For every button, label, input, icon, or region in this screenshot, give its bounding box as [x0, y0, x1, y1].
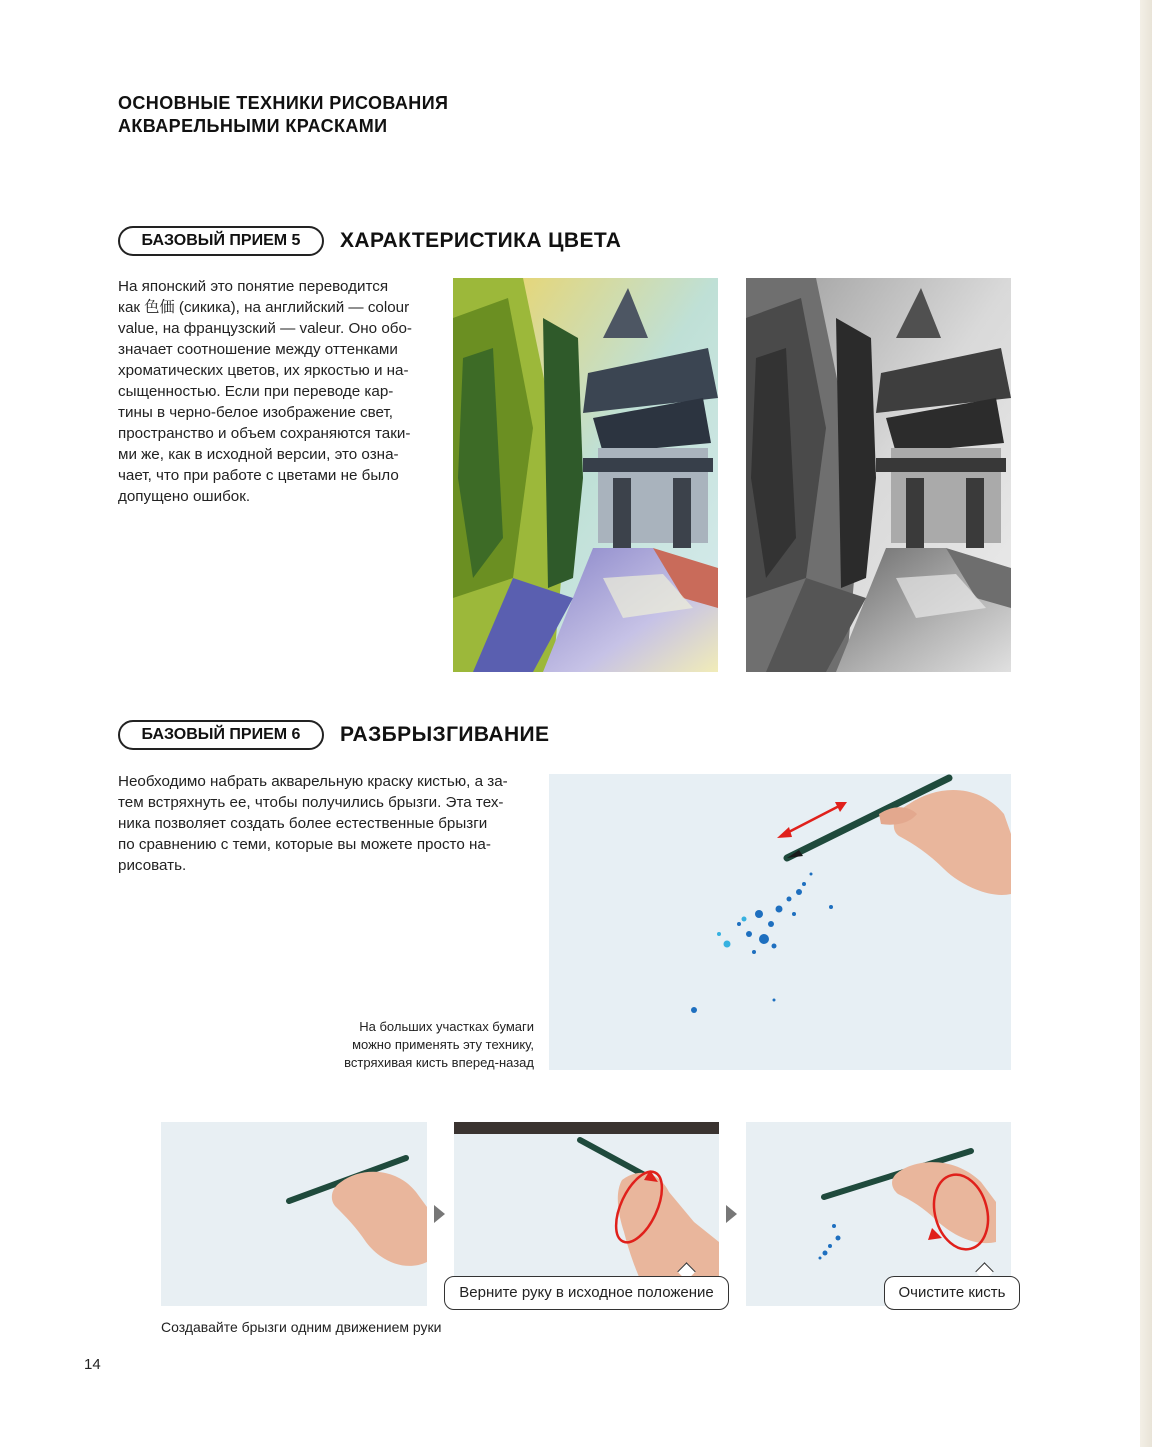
text-line: ми же, как в исходной версии, это озна- — [118, 446, 399, 463]
step-1-photo — [161, 1122, 427, 1306]
caption-line: встряхивая кисть вперед-назад — [344, 1055, 534, 1070]
text-line: допущено ошибок. — [118, 488, 251, 505]
step-2-bubble: Верните руку в исходное положение — [444, 1276, 729, 1310]
step-3-bubble: Очистите кисть — [884, 1276, 1020, 1310]
text-line: как 色価 (сикика), на английский — colour — [118, 299, 410, 316]
watercolor-painting-grayscale — [746, 278, 1011, 672]
steps-caption: Создавайте брызги одним движением руки — [161, 1319, 442, 1335]
text-line: пространство и объем сохраняются таки- — [118, 425, 411, 442]
text-line: значает соотношение между оттенками — [118, 341, 398, 358]
text-line: хроматических цветов, их яркостью и на- — [118, 362, 409, 379]
technique-6-badge: БАЗОВЫЙ ПРИЕМ 6 — [118, 720, 324, 750]
page-number: 14 — [84, 1356, 101, 1373]
text-line: value, на французский — valeur. Оно обо- — [118, 320, 412, 337]
technique-6-text — [118, 771, 518, 876]
caption-line: можно применять эту технику, — [352, 1037, 534, 1052]
text-line: тины в черно-белое изображение свет, — [118, 404, 393, 421]
right-arrow-icon — [434, 1205, 445, 1223]
chapter-header-line1: ОСНОВНЫЕ ТЕХНИКИ РИСОВАНИЯ — [118, 93, 449, 113]
caption-line: На больших участках бумаги — [359, 1019, 534, 1034]
splatter-photo-caption — [280, 1018, 534, 1072]
chapter-header — [118, 92, 448, 138]
technique-5-badge: БАЗОВЫЙ ПРИЕМ 5 — [118, 226, 324, 256]
page-edge — [1140, 0, 1152, 1447]
right-arrow-icon — [726, 1205, 737, 1223]
text-line: по сравнению с теми, которые вы можете просто на- — [118, 836, 491, 853]
technique-5-text — [118, 276, 418, 507]
technique-6-title: РАЗБРЫЗГИВАНИЕ — [340, 723, 550, 746]
chapter-header-line2: АКВАРЕЛЬНЫМИ КРАСКАМИ — [118, 116, 388, 136]
text-line: тем встряхнуть ее, чтобы получились брызги. Эта тех- — [118, 794, 504, 811]
technique-5-title: ХАРАКТЕРИСТИКА ЦВЕТА — [340, 229, 622, 252]
text-line: рисовать. — [118, 857, 187, 874]
text-line: ника позволяет создать более естественные брызги — [118, 815, 488, 832]
splatter-photo — [549, 774, 1011, 1070]
text-line: сыщенностью. Если при переводе кар- — [118, 383, 394, 400]
watercolor-painting-color — [453, 278, 718, 672]
text-line: На японский это понятие переводится — [118, 278, 389, 295]
text-line: Необходимо набрать акварельную краску кистью, а за- — [118, 773, 508, 790]
text-line: чает, что при работе с цветами не было — [118, 467, 399, 484]
